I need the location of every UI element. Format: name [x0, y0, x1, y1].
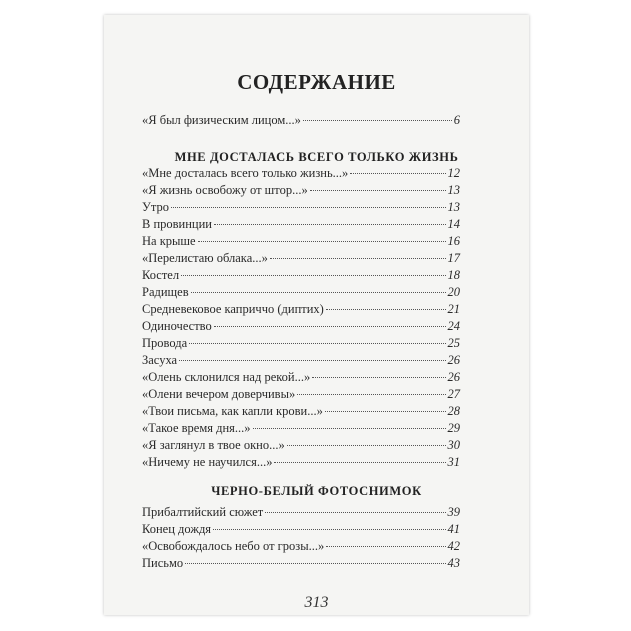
toc-entry-page: 41 [447, 522, 460, 536]
dot-leader [325, 411, 446, 412]
toc-entry [142, 166, 460, 183]
toc-entry-page: 6 [453, 113, 460, 127]
dot-leader [274, 462, 445, 463]
toc-entry [142, 302, 460, 319]
toc-entry [142, 404, 460, 421]
toc-entry-page: 24 [447, 319, 460, 333]
toc-entry-label: Утро [142, 200, 169, 214]
toc-entry [142, 522, 460, 539]
toc-entry-page: 29 [447, 421, 460, 435]
toc-section-2-list [142, 505, 460, 573]
toc-entry-label: «Я был физическим лицом...» [142, 113, 301, 127]
toc-entry-page: 12 [447, 166, 460, 180]
toc-entry [142, 251, 460, 268]
toc-entry-page: 28 [447, 404, 460, 418]
toc-entry-label: «Мне досталась всего только жизнь...» [142, 166, 349, 180]
section-heading: МНЕ ДОСТАЛАСЬ ВСЕГО ТОЛЬКО ЖИЗНЬ [174, 150, 459, 164]
dot-leader [310, 190, 446, 191]
toc-entry-label: Средневековое каприччо (диптих) [142, 302, 324, 316]
toc-entry [142, 183, 460, 200]
toc-entry [142, 234, 460, 251]
toc-entry-page: 42 [447, 539, 460, 553]
toc-entry-label: «Олени вечером доверчивы» [142, 387, 296, 401]
toc-entry-page: 13 [447, 183, 460, 197]
toc-entry-label: Одиночество [142, 319, 212, 333]
toc-entry [142, 268, 460, 285]
toc-entry-page: 25 [447, 336, 460, 350]
toc-entry [142, 217, 460, 234]
toc-entry [142, 455, 460, 472]
toc-entry-page: 31 [447, 455, 460, 469]
dot-leader [287, 445, 446, 446]
toc-entry [142, 285, 460, 302]
toc-entry-label: Радищев [142, 285, 189, 299]
toc-entry-label: «Перелистаю облака...» [142, 251, 268, 265]
toc-section-1-list [142, 166, 460, 472]
dot-leader [213, 529, 445, 530]
toc-entry-label: Засуха [142, 353, 178, 367]
toc-entry [142, 539, 460, 556]
dot-leader [185, 563, 445, 564]
toc-entry-page: 30 [447, 438, 460, 452]
toc-entry-label: Письмо [142, 556, 184, 570]
toc-entry-page: 21 [447, 302, 460, 316]
dot-leader [189, 343, 445, 344]
toc-entry-label: В провинции [142, 217, 213, 231]
toc-entry-page: 27 [447, 387, 460, 401]
dot-leader [179, 360, 445, 361]
dot-leader [191, 292, 446, 293]
page-title: СОДЕРЖАНИЕ [237, 70, 396, 94]
dot-leader [326, 309, 446, 310]
toc-entry [142, 336, 460, 353]
toc-entry-page: 14 [447, 217, 460, 231]
toc-entry [142, 370, 460, 387]
toc-entry-label: Провода [142, 336, 188, 350]
dot-leader [214, 224, 445, 225]
toc-entry-label: Конец дождя [142, 522, 212, 536]
toc-entry [142, 505, 460, 522]
toc-entry-page: 13 [447, 200, 460, 214]
dot-leader [253, 428, 446, 429]
toc-entry-page: 17 [447, 251, 460, 265]
page-number: 313 [304, 594, 329, 611]
toc-entry-label: «Олень склонился над рекой...» [142, 370, 311, 384]
toc-entry [142, 353, 460, 370]
toc-entry-label: Костел [142, 268, 180, 282]
toc-entry-label: «Ничему не научился...» [142, 455, 273, 469]
toc-entry [142, 421, 460, 438]
dot-leader [214, 326, 446, 327]
dot-leader [270, 258, 446, 259]
toc-entry-page: 18 [447, 268, 460, 282]
toc-entry-label: «Я заглянул в твое окно...» [142, 438, 285, 452]
dot-leader [297, 394, 445, 395]
toc-entry-label: «Твои письма, как капли крови...» [142, 404, 323, 418]
toc-entry [142, 387, 460, 404]
toc-entry-label: «Такое время дня...» [142, 421, 251, 435]
dot-leader [303, 120, 452, 121]
toc-entry-page: 39 [447, 505, 460, 519]
toc-entry [142, 113, 460, 130]
dot-leader [312, 377, 445, 378]
dot-leader [198, 241, 446, 242]
toc-entry-page: 26 [447, 370, 460, 384]
toc-entry [142, 319, 460, 336]
toc-entry [142, 438, 460, 455]
dot-leader [265, 512, 445, 513]
toc-entry [142, 556, 460, 573]
dot-leader [326, 546, 445, 547]
toc-intro-list [142, 113, 460, 130]
toc-entry-page: 20 [447, 285, 460, 299]
toc-entry [142, 200, 460, 217]
toc-entry-label: На крыше [142, 234, 196, 248]
dot-leader [171, 207, 446, 208]
toc-entry-page: 43 [447, 556, 460, 570]
toc-entry-label: «Освобождалось небо от грозы...» [142, 539, 325, 553]
toc-entry-label: «Я жизнь освобожу от штор...» [142, 183, 308, 197]
toc-entry-label: Прибалтийский сюжет [142, 505, 264, 519]
section-heading: ЧЕРНО-БЕЛЫЙ ФОТОСНИМОК [211, 484, 422, 498]
dot-leader [181, 275, 445, 276]
dot-leader [350, 173, 445, 174]
toc-entry-page: 26 [447, 353, 460, 367]
toc-entry-page: 16 [447, 234, 460, 248]
